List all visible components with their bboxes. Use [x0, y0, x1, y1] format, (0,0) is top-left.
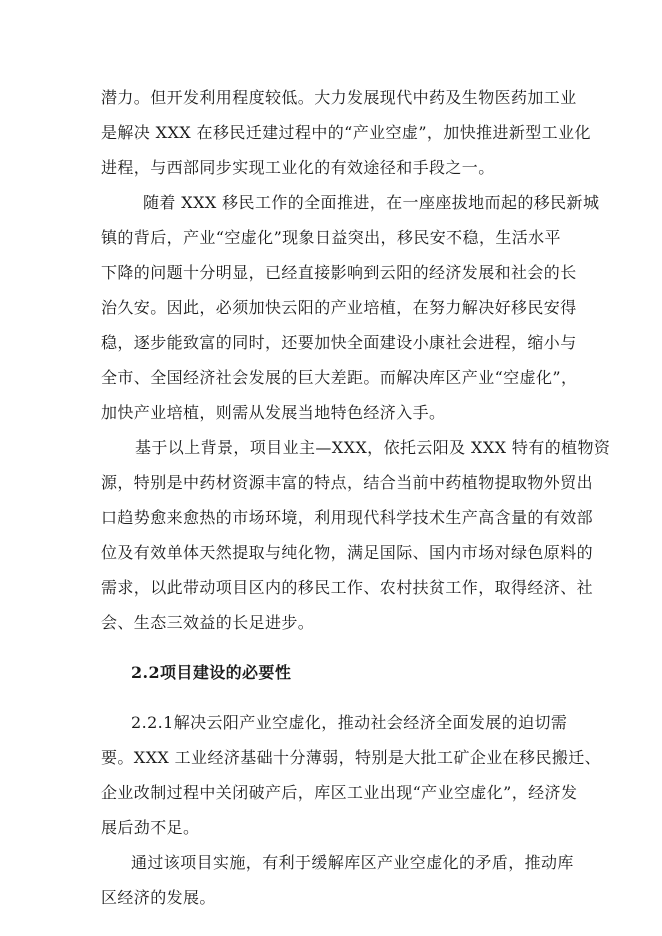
paragraph-1-line-1: 潜力。但开发利用程度较低。大力发展现代中药及生物医药加工业 [101, 88, 577, 107]
paragraph-1-line-3: 进程，与西部同步实现工业化的有效途径和手段之一。 [101, 158, 495, 177]
paragraph-3-line-1: 基于以上背景，项目业主—XXX，依托云阳及 XXX 特有的植物资 [135, 438, 611, 457]
paragraph-2-line-3: 下降的问题十分明显，已经直接影响到云阳的经济发展和社会的长 [101, 263, 577, 282]
paragraph-3-line-4: 位及有效单体天然提取与纯化物，满足国际、国内市场对绿色原料的 [101, 543, 594, 562]
paragraph-2-line-6: 全市、全国经济社会发展的巨大差距。而解决库区产业“空虚化”， [101, 368, 578, 387]
paragraph-5-line-2: 区经济的发展。 [101, 888, 216, 907]
paragraph-2-line-1: 随着 XXX 移民工作的全面推进，在一座座拔地而起的移民新城 [143, 193, 600, 212]
paragraph-3-line-3: 口趋势愈来愈热的市场环境，利用现代科学技术生产高含量的有效部 [101, 508, 594, 527]
paragraph-5-line-1: 通过该项目实施，有利于缓解库区产业空虚化的矛盾，推动库 [131, 853, 574, 872]
paragraph-4-line-4: 展后劲不足。 [101, 818, 200, 837]
paragraph-4-line-1: 2.2.1解决云阳产业空虚化，推动社会经济全面发展的迫切需 [131, 713, 568, 732]
section-heading: 2.2项目建设的必要性 [131, 663, 292, 682]
paragraph-3-line-2: 源，特别是中药材资源丰富的特点，结合当前中药植物提取物外贸出 [101, 473, 594, 492]
paragraph-2-line-5: 稳，逐步能致富的同时，还要加快全面建设小康社会进程，缩小与 [101, 333, 577, 352]
paragraph-1-line-2: 是解决 XXX 在移民迁建过程中的“产业空虚”，加快推进新型工业化 [101, 123, 591, 142]
paragraph-3-line-5: 需求，以此带动项目区内的移民工作、农村扶贫工作，取得经济、社 [101, 578, 594, 597]
paragraph-2-line-4: 治久安。因此，必须加快云阳的产业培植，在努力解决好移民安得 [101, 298, 577, 317]
paragraph-4-line-3: 企业改制过程中关闭破产后，库区工业出现“产业空虚化”，经济发 [101, 783, 578, 802]
paragraph-4-line-2: 要。XXX 工业经济基础十分薄弱，特别是大批工矿企业在移民搬迁、 [101, 748, 602, 767]
paragraph-2-line-7: 加快产业培植，则需从发展当地特色经济入手。 [101, 403, 446, 422]
paragraph-3-line-6: 会、生态三效益的长足进步。 [101, 613, 315, 632]
paragraph-2-line-2: 镇的背后，产业“空虚化”现象日益突出，移民安不稳，生活水平 [101, 228, 561, 247]
